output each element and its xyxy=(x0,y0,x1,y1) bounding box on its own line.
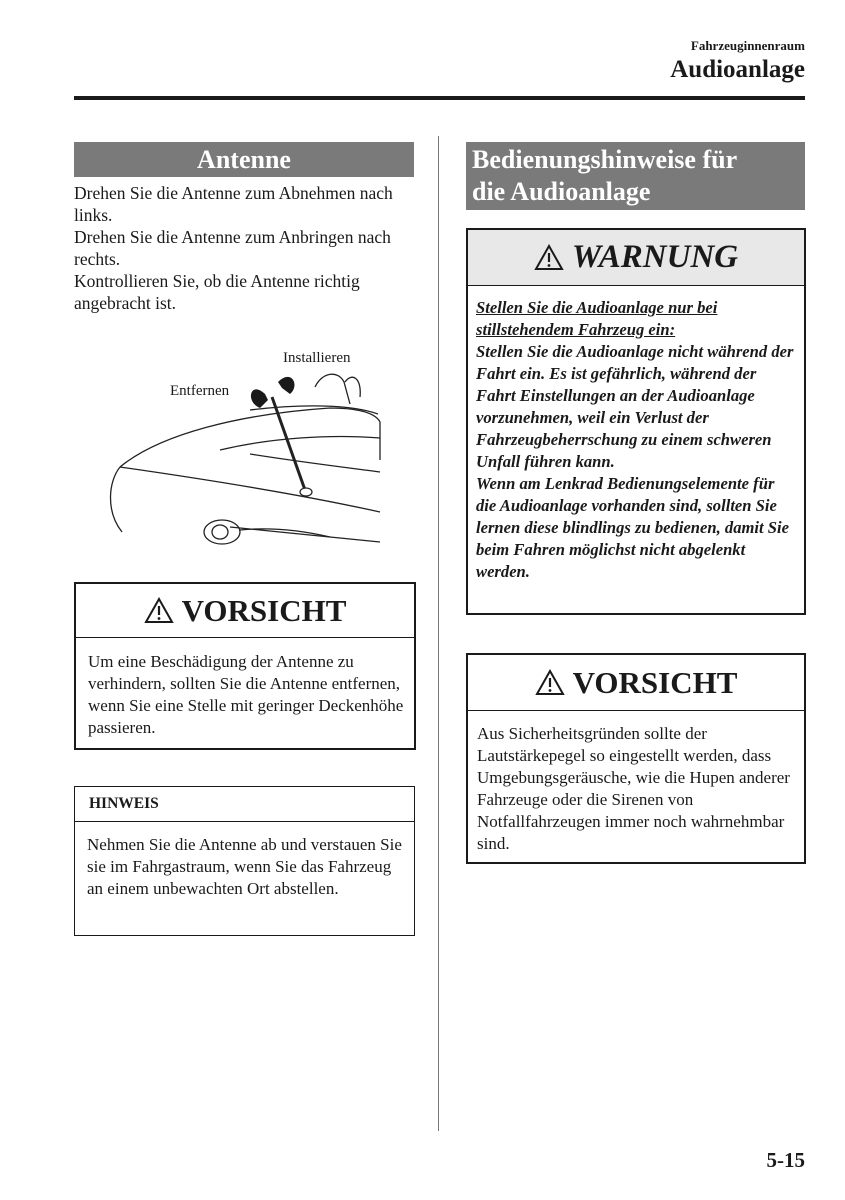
caution-header xyxy=(468,655,804,711)
caution-text: Um eine Beschädigung der Antenne zu verhindern, sollten Sie die Antenne entfernen, wenn Sie eine Stelle mit geringer Deckenhöhe passieren. xyxy=(88,652,404,737)
caution-box-antenna xyxy=(74,582,416,750)
tail-light-outer xyxy=(204,520,240,544)
car-body-lower xyxy=(250,454,380,472)
note-title: HINWEIS xyxy=(75,787,414,822)
audio-operation-heading xyxy=(466,142,805,210)
warning-paragraph-2: Wenn am Lenkrad Bedienungselemente für die Audioanlage vorhanden sind, sollten Sie lernen diese blindlings zu bedienen, damit Sie beim Fahren möglichst nicht abgelenkt werden. xyxy=(476,474,790,581)
page-title: Audioanlage xyxy=(670,56,805,83)
note-text: Nehmen Sie die Antenne ab und verstauen Sie sie im Fahrgastraum, wenn Sie das Fahrzeug an einem unbewachten Ort abstellen. xyxy=(87,835,402,898)
warning-triangle-icon xyxy=(144,597,174,624)
antenna-figure xyxy=(100,342,400,552)
page-number: 5-15 xyxy=(766,1148,805,1172)
note-box xyxy=(74,786,415,936)
warning-box xyxy=(466,228,806,615)
warning-triangle-icon xyxy=(535,669,565,696)
car-trunk-top xyxy=(120,408,380,467)
antenne-heading: Antenne xyxy=(74,142,414,177)
caution-text: Aus Sicherheitsgründen sollte der Lautstärkepegel so eingestellt werden, dass Umgebungsgeräusche, wie die Hupen anderer Fahrzeuge oder die Sirenen von Notfallfahrzeugen immer noch wahrnehmbar sind. xyxy=(477,724,790,853)
section-label: Fahrzeuginnenraum xyxy=(690,38,805,53)
warning-lead: Stellen Sie die Audioanlage nur bei stillstehendem Fahrzeug ein: xyxy=(476,298,718,339)
car-rear-panel xyxy=(111,467,123,532)
caution-header xyxy=(76,584,414,638)
antenna-illustration xyxy=(100,342,400,552)
warning-text xyxy=(468,286,804,583)
remove-arrow-icon xyxy=(251,389,268,408)
caution-title: VORSICHT xyxy=(181,592,347,628)
caution-box-audio xyxy=(466,653,806,864)
car-seat-outline xyxy=(315,374,360,404)
label-install: Installieren xyxy=(283,350,351,366)
warning-triangle-icon xyxy=(534,244,564,271)
car-spoiler-line xyxy=(220,437,380,451)
instruction-remove: Drehen Sie die Antenne zum Abnehmen nach links. xyxy=(74,183,393,225)
audio-heading-line2: die Audioanlage xyxy=(472,177,651,206)
instruction-check: Kontrollieren Sie, ob die Antenne richtig angebracht ist. xyxy=(74,271,360,313)
warning-paragraph-1: Stellen Sie die Audioanlage nicht während der Fahrt ein. Es ist gefährlich, während der Fahrt Einstellungen an der Audioanlage vorzunehmen, weil ein Verlust der Fahrzeugbeherrschung zu einem schweren Unfall führen kann. xyxy=(476,342,794,471)
warning-title: WARNUNG xyxy=(571,239,739,275)
antenne-instructions xyxy=(74,182,419,314)
tail-light-inner xyxy=(212,525,228,539)
warning-header xyxy=(468,230,804,286)
instruction-attach: Drehen Sie die Antenne zum Anbringen nach rechts. xyxy=(74,227,391,269)
car-trunk-edge xyxy=(120,467,380,512)
header-rule xyxy=(74,96,805,100)
label-remove: Entfernen xyxy=(170,383,230,399)
audio-heading-line1: Bedienungshinweise für xyxy=(472,145,738,174)
install-arrow-icon xyxy=(278,377,294,394)
column-divider xyxy=(438,136,439,1131)
caution-title: VORSICHT xyxy=(572,664,738,700)
